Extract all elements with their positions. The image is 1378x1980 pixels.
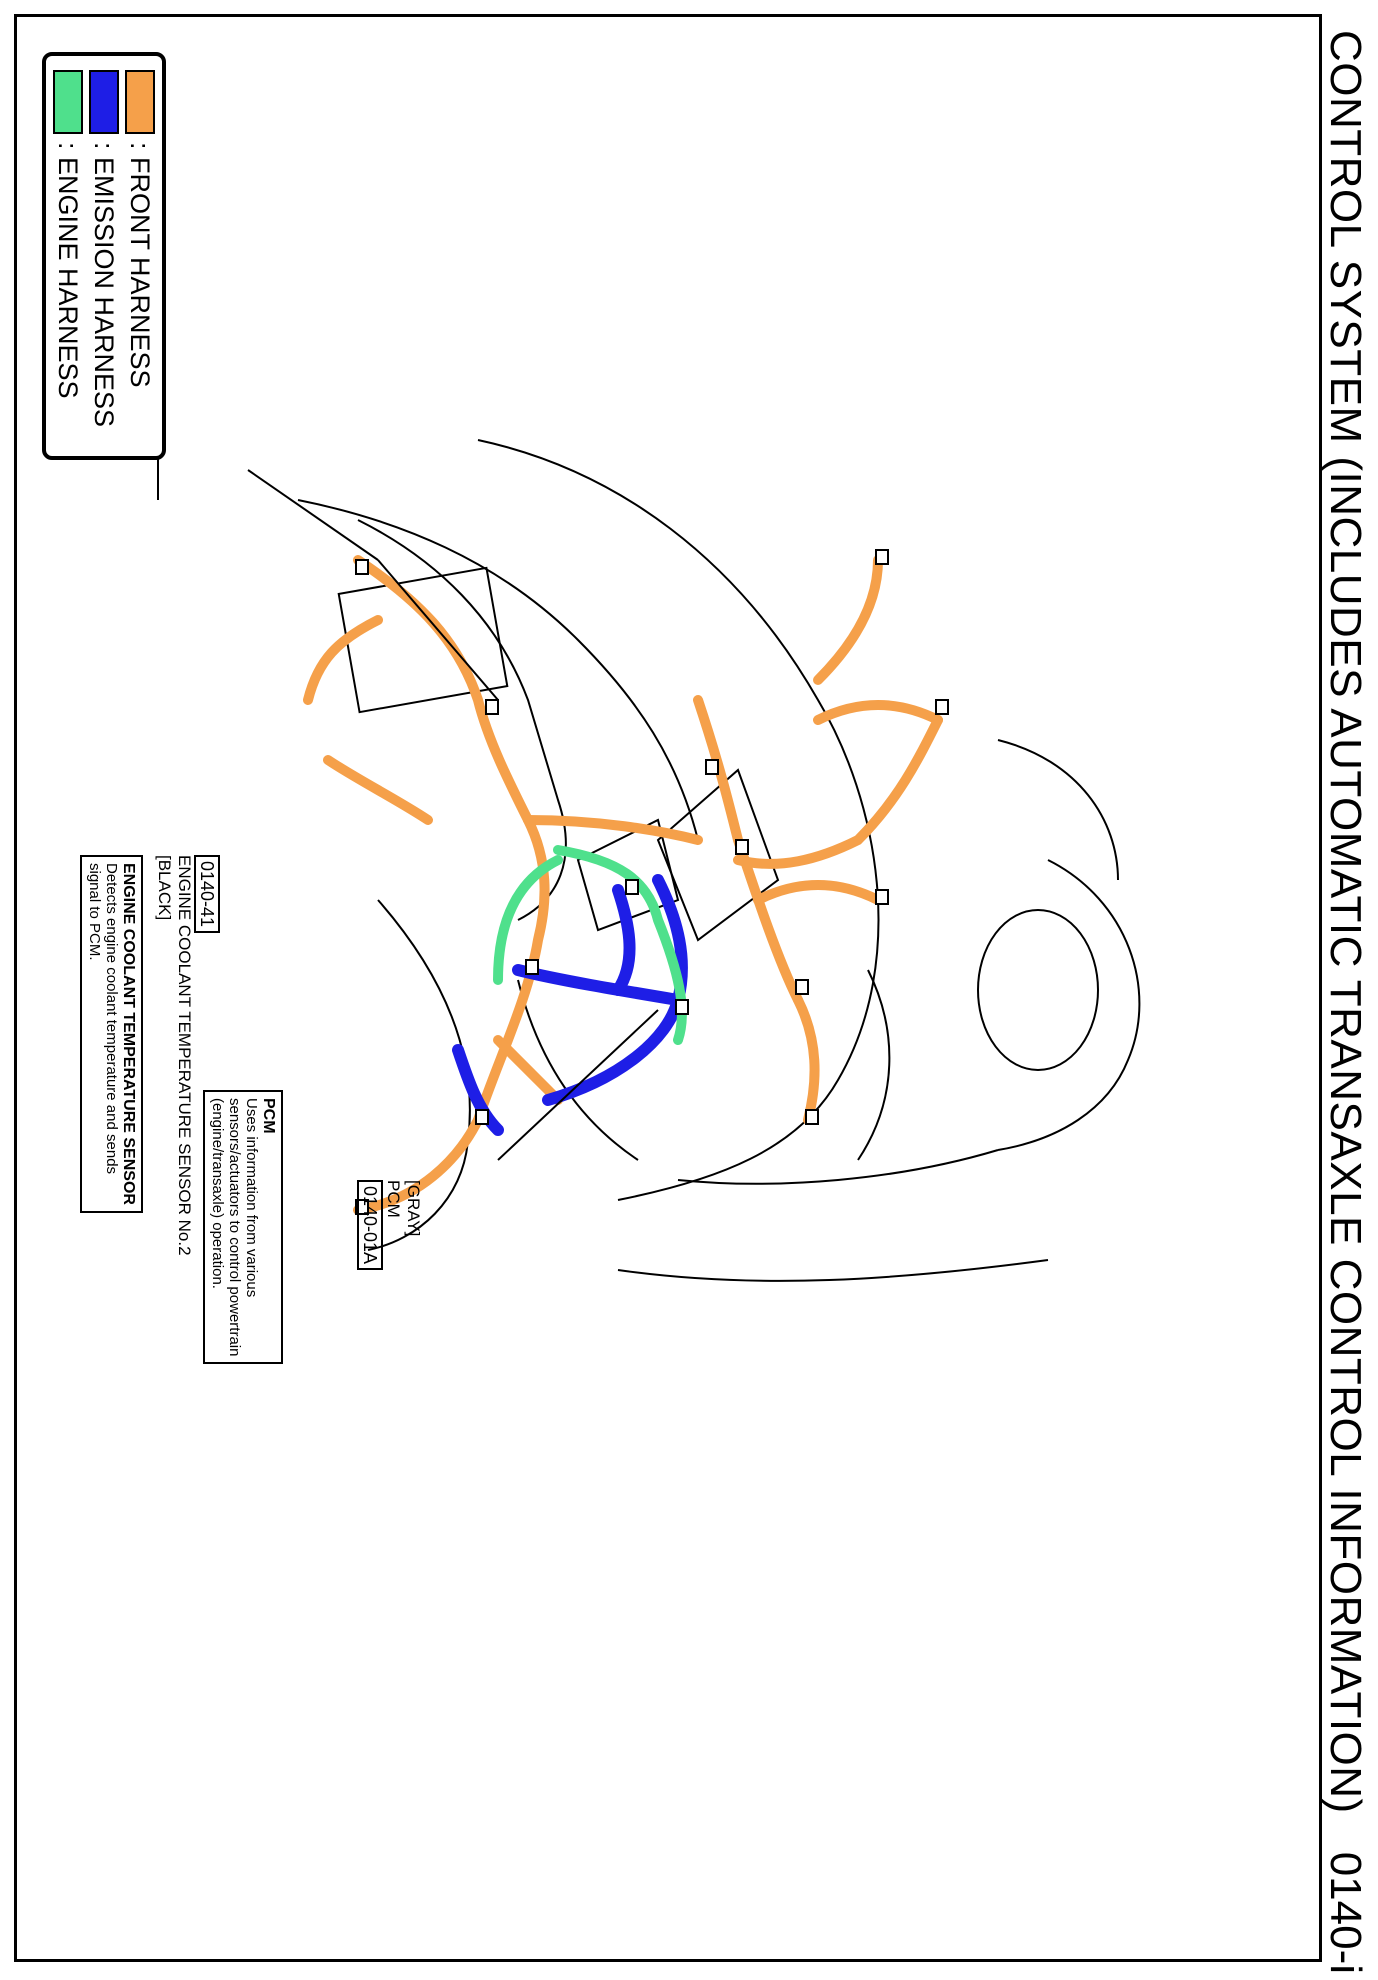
legend-item-emission xyxy=(88,70,120,427)
harness-legend xyxy=(42,52,166,460)
front-harness xyxy=(308,560,938,1210)
legend-label: : FRONT HARNESS xyxy=(125,142,156,388)
legend-label: : ENGINE HARNESS xyxy=(53,142,84,399)
ect-desc-line: Detects engine coolant temperature and sends xyxy=(103,863,120,1175)
legend-item-engine xyxy=(52,70,84,399)
pcm-name: PCM xyxy=(384,1180,403,1218)
ect-desc-line: signal to PCM. xyxy=(86,863,103,961)
ect-name: ENGINE COOLANT TEMPERATURE SENSOR No.2 xyxy=(175,855,194,1256)
pcm-desc-line: (engine/transaxle) operation. xyxy=(209,1098,226,1289)
pcm-desc-line: Uses information from various xyxy=(243,1098,260,1298)
page-title: CONTROL SYSTEM (INCLUDES AUTOMATIC TRANSAXLE CONTROL INFORMATION) xyxy=(1321,30,1370,1814)
pcm-desc-title: PCM xyxy=(260,1098,277,1134)
page-code: 0140-i xyxy=(1321,1851,1370,1974)
connector-blocks xyxy=(356,550,948,1214)
ect-desc-title: ENGINE COOLANT TEMPERATURE SENSOR xyxy=(120,863,137,1205)
engine-harness-swatch xyxy=(53,70,83,134)
legend-item-front xyxy=(124,70,156,388)
vehicle-outline xyxy=(298,440,1139,1281)
ect-code: 0140-41 xyxy=(194,855,220,933)
ect-description xyxy=(80,855,143,1213)
pcm-desc-line: sensors/actuators to control powertrain xyxy=(226,1098,243,1357)
pcm-connector-color: [GRAY] xyxy=(404,1180,423,1237)
pcm-code: 0140-01A xyxy=(357,1180,383,1270)
ect-callout xyxy=(154,855,220,1256)
pcm-leader xyxy=(498,1010,658,1160)
ect-connector-color: [BLACK] xyxy=(155,855,174,921)
pcm-callout xyxy=(357,1180,423,1270)
front-harness-swatch xyxy=(125,70,155,134)
emission-harness-swatch xyxy=(89,70,119,134)
legend-label: : EMISSION HARNESS xyxy=(89,142,120,428)
